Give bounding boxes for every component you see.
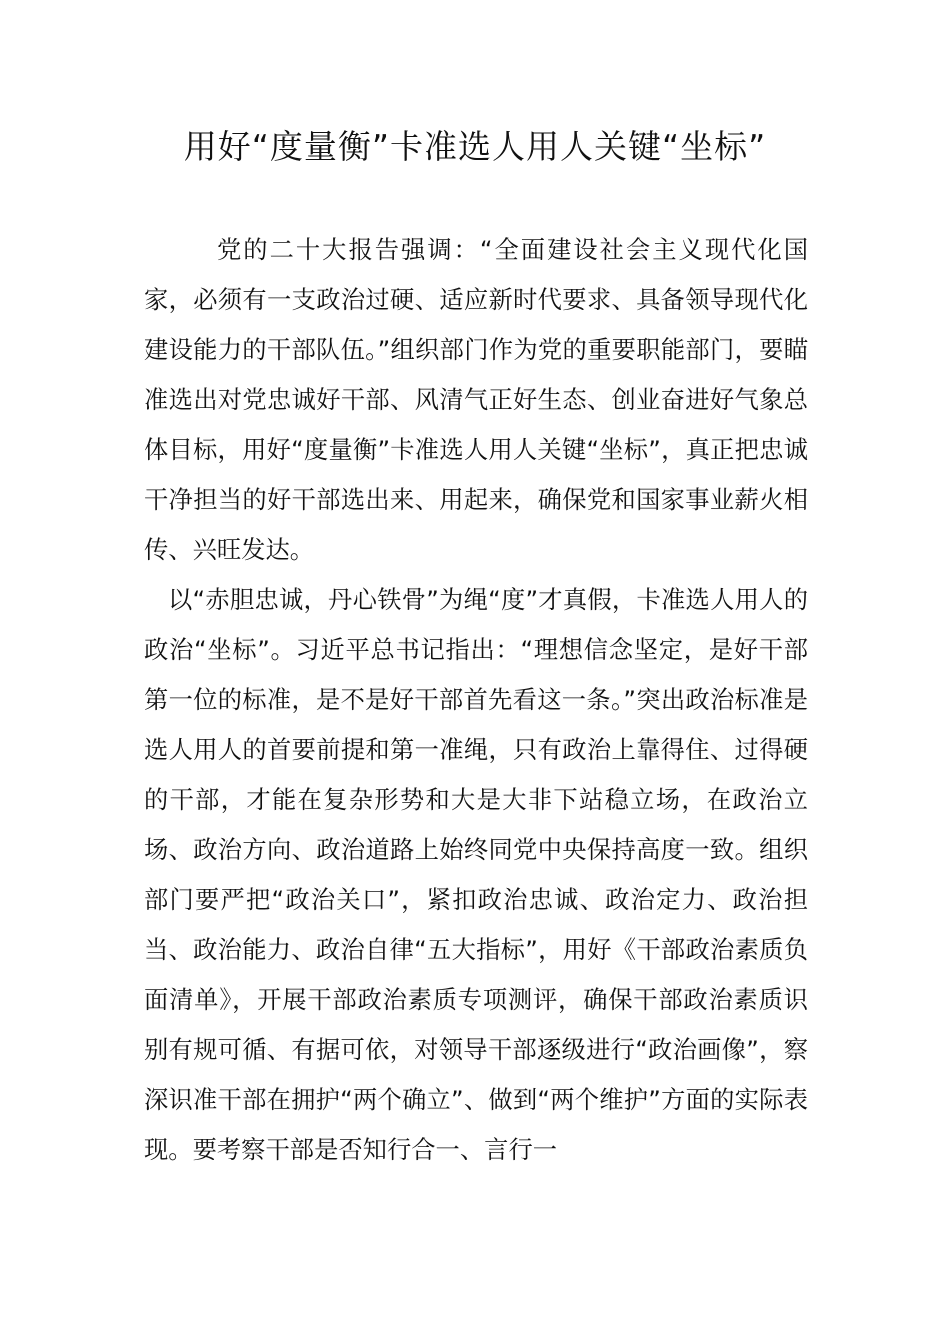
- paragraph-2: 以“赤胆忠诚，丹心铁骨”为绳“度”才真假，卡准选人用人的政治“坐标”。习近平总书记指出：“理想信念坚定，是好干部第一位的标准，是不是好干部首先看这一条。”突出政治标准是选人用人的首要前提和第一准绳，只有政治上靠得住、过得硬的干部，才能在复杂形势和大是大非下站稳立场，在政治立场、政治方向、政治道路上始终同党中央保持高度一致。组织部门要严把“政治关口”，紧扣政治忠诚、政治定力、政治担当、政治能力、政治自律“五大指标”，用好《干部政治素质负面清单》，开展干部政治素质专项测评，确保干部政治素质识别有规可循、有据可依，对领导干部逐级进行“政治画像”，察深识准干部在拥护“两个确立”、做到“两个维护”方面的实际表现。要考察干部是否知行合一、言行一: [144, 585, 808, 1164]
- document-title: 用好“度量衡”卡准选人用人关键“坐标”: [183, 127, 767, 166]
- paragraph-1: 党的二十大报告强调：“全面建设社会主义现代化国家，必须有一支政治过硬、适应新时代要求、具备领导现代化建设能力的干部队伍。”组织部门作为党的重要职能部门，要瞄准选出对党忠诚好干部、风清气正好生态、创业奋进好气象总体目标，用好“度量衡”卡准选人用人关键“坐标”，真正把忠诚干净担当的好干部选出来、用起来，确保党和国家事业薪火相传、兴旺发达。: [144, 235, 808, 564]
